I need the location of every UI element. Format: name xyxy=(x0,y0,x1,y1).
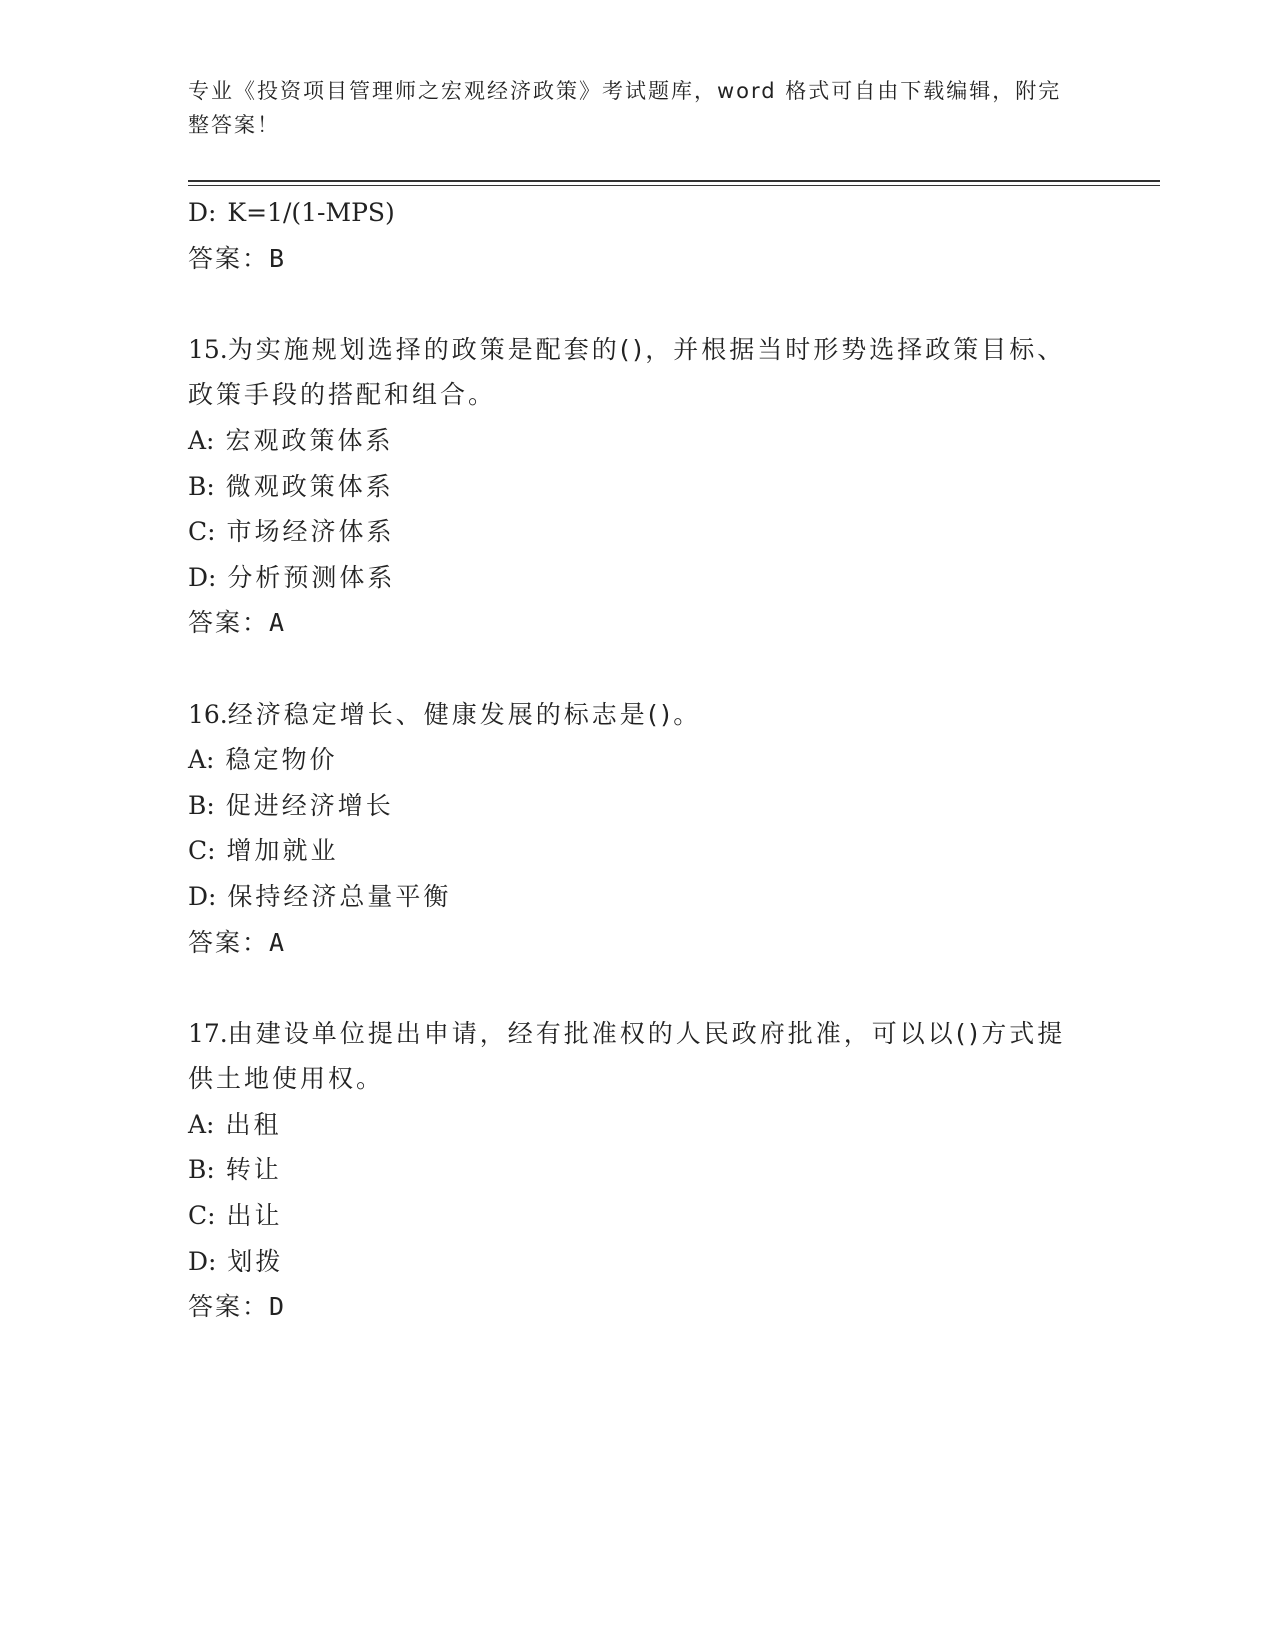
question-number: 15. xyxy=(188,334,228,364)
option-d xyxy=(188,1239,1088,1285)
option-text: 出让 xyxy=(226,1201,283,1231)
option-b xyxy=(188,783,1088,829)
option-a xyxy=(188,1102,1088,1148)
option-text: 微观政策体系 xyxy=(225,471,394,501)
option-key: B: xyxy=(188,790,215,820)
option-text: K=1/(1-MPS) xyxy=(227,198,395,227)
option-key: A: xyxy=(188,1109,215,1139)
header-divider-thick xyxy=(188,180,1160,182)
option-key: D: xyxy=(188,198,217,227)
option-key: D: xyxy=(188,1246,217,1276)
question-stem: 经济稳定增长、健康发展的标志是()。 xyxy=(227,699,702,729)
option-c xyxy=(188,509,1088,555)
answer-line xyxy=(188,920,1088,966)
option-text: 稳定物价 xyxy=(225,745,338,775)
option-c xyxy=(188,828,1088,874)
option-d xyxy=(188,874,1088,920)
option-text: 保持经济总量平衡 xyxy=(227,881,452,911)
option-b xyxy=(188,1147,1088,1193)
answer-label: 答案： xyxy=(188,243,270,273)
option-a xyxy=(188,418,1088,464)
prev-question-tail xyxy=(188,190,1088,281)
option-key: A: xyxy=(188,425,215,455)
answer-value: D xyxy=(269,1292,287,1322)
option-key: B: xyxy=(188,1155,215,1185)
option-text: 增加就业 xyxy=(226,836,339,866)
option-key: C: xyxy=(188,1201,216,1231)
option-text: 转让 xyxy=(225,1155,282,1185)
question-text xyxy=(188,1011,1088,1102)
option-text: 市场经济体系 xyxy=(226,517,395,547)
option-text: 宏观政策体系 xyxy=(225,425,394,455)
option-c xyxy=(188,1193,1088,1239)
option-key: B: xyxy=(188,471,215,501)
question-17 xyxy=(188,1011,1088,1330)
question-text xyxy=(188,692,1088,738)
option-d xyxy=(188,555,1088,601)
answer-value: A xyxy=(269,608,287,638)
option-a xyxy=(188,737,1088,783)
question-15 xyxy=(188,327,1088,646)
document-header xyxy=(188,74,1068,142)
answer-line xyxy=(188,600,1088,646)
question-list xyxy=(188,190,1088,1330)
option-key: D: xyxy=(188,562,217,592)
option-key: C: xyxy=(188,517,216,547)
option-d xyxy=(188,190,1088,236)
option-key: A: xyxy=(188,745,215,775)
answer-label: 答案： xyxy=(188,1292,270,1322)
answer-value: A xyxy=(269,927,287,957)
option-text: 划拨 xyxy=(227,1246,284,1276)
answer-value: B xyxy=(269,243,287,273)
option-key: D: xyxy=(188,881,217,911)
spacer xyxy=(188,646,1088,692)
header-divider-thin xyxy=(188,185,1160,186)
question-text xyxy=(188,327,1088,418)
spacer xyxy=(188,281,1088,327)
option-text: 分析预测体系 xyxy=(227,562,396,592)
header-text: 专业《投资项目管理师之宏观经济政策》考试题库，word 格式可自由下载编辑，附完整答案！ xyxy=(188,79,1062,137)
option-b xyxy=(188,464,1088,510)
answer-line xyxy=(188,236,1088,282)
question-number: 17. xyxy=(188,1018,228,1048)
question-number: 16. xyxy=(188,699,228,729)
question-stem: 为实施规划选择的政策是配套的()，并根据当时形势选择政策目标、政策手段的搭配和组合。 xyxy=(188,334,1066,410)
spacer xyxy=(188,965,1088,1011)
answer-label: 答案： xyxy=(188,608,270,638)
option-text: 促进经济增长 xyxy=(225,790,394,820)
answer-label: 答案： xyxy=(188,927,270,957)
question-16 xyxy=(188,692,1088,966)
option-text: 出租 xyxy=(225,1109,282,1139)
question-stem: 由建设单位提出申请，经有批准权的人民政府批准，可以以()方式提供土地使用权。 xyxy=(188,1018,1066,1094)
answer-line xyxy=(188,1284,1088,1330)
option-key: C: xyxy=(188,836,216,866)
